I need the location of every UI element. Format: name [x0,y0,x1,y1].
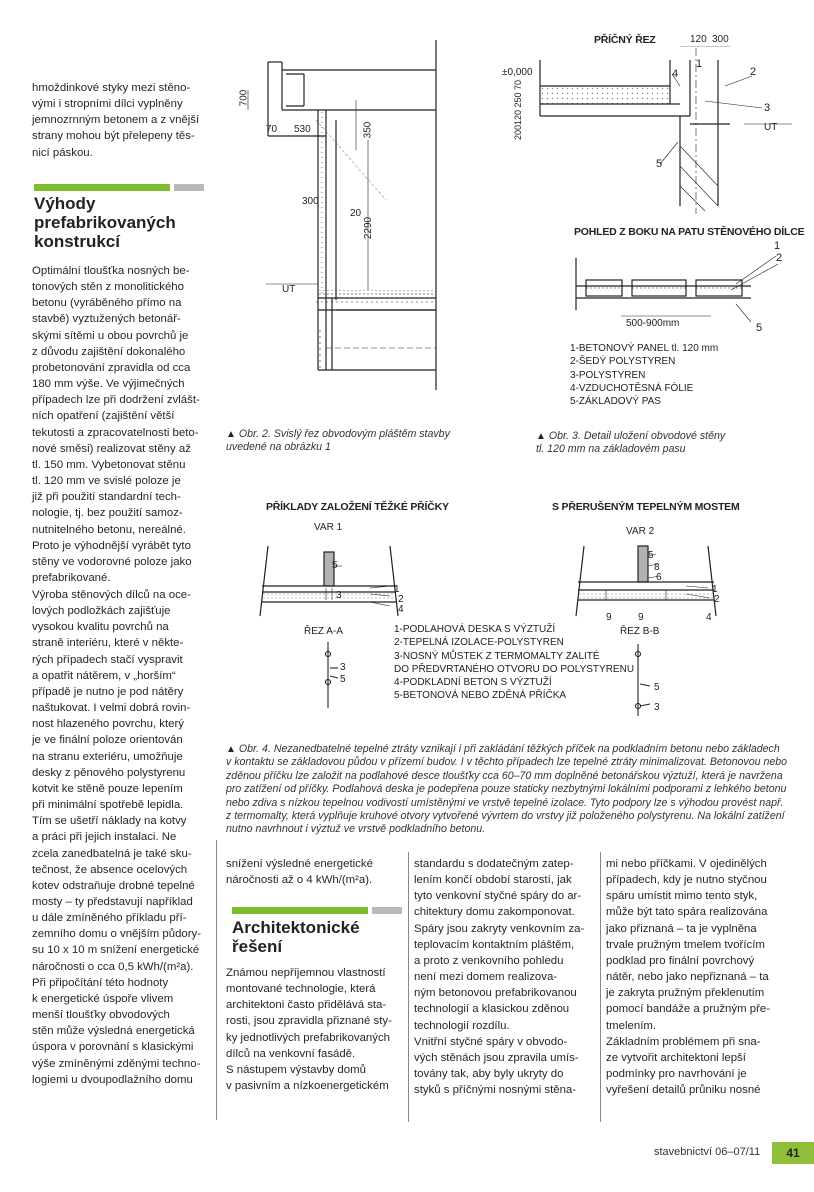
fig4-var1: VAR 1 [314,522,343,533]
fig3-side-callout-2: 2 [776,252,783,264]
fig4-title-right: S PŘERUŠENÝM TEPELNÝM MOSTEM [552,501,740,513]
column-4-text: mi nebo příčkami. V ojedinělých případech, kdy je nutno styčnou spáru umístit mimo tento styk, může být tato spára realizována jako přiznaná – ta je vyplněna trvale pružným tmelem tvořícím podklad pro finální povrchový nátěr, nebo jako nepřiznaná – ta je zakryta pružným překlenutím pomocí bandáže a pružným pře- tmelením. Základním problémem při sna- ze vytvořit architektoni lepší podmínky pro navrhování je vyřešení detailů průniku nosné [606,858,770,1097]
fig4-title-left: PŘÍKLADY ZALOŽENÍ TĚŽKÉ PŘÍČKY [266,501,449,513]
fig4-v2-callout-9b: 9 [638,612,644,623]
figure-3-side-view-drawing [566,240,796,330]
fig3-dim-span: 500-900mm [626,318,680,329]
fig2-dim-2290: 2290 [363,216,375,240]
fig4-v2-callout-8: 8 [654,562,660,573]
footer-magazine-name: stavebnictví 06–07/11 [654,1146,761,1158]
column-rule-2 [408,852,409,1122]
fig3-dim-300: 300 [712,34,729,45]
fig2-dim-300: 300 [302,196,319,207]
fig4-var2: VAR 2 [626,526,655,537]
fig3-callout-4: 4 [672,68,679,80]
fig3-dim-stack: 200120 250 70 [513,79,524,141]
figure-4-legend: 1-PODLAHOVÁ DESKA S VÝZTUŽÍ 2-TEPELNÁ IZOLACE-POLYSTYREN 3-NOSNÝ MŮSTEK Z TERMOMALTY ZALITÉ DO PŘEDVRTANÉHO OTVORU DO POLYSTYRENU 4-PODKLADNÍ BETON S VÝZTUŽÍ 5-BETONOVÁ NEBO ZDĚNÁ PŘÍČKA [394,624,635,702]
fig4-v1-callout-3: 3 [336,590,342,601]
fig4-v2-callout-2: 2 [714,594,720,605]
column-rule-1 [216,840,217,1120]
fig3-level: ±0,000 [502,67,533,78]
fig3-callout-5: 5 [656,158,663,170]
fig4-aa-callout-3: 3 [340,662,346,673]
fig3-ut-label: UT [764,122,778,133]
fig3-dim-120: 120 [690,34,707,45]
fig2-ut-label: UT [282,284,296,295]
fig3-side-callout-1: 1 [774,240,781,252]
fig2-dim-700: 700 [238,89,250,107]
figure-2-vertical-section-drawing [226,40,482,425]
figure-4-section-aa-drawing [316,640,356,710]
fig4-v2-callout-1: 1 [712,584,718,595]
fig3-title-cross-section: PŘÍČNÝ ŘEZ [594,34,656,46]
architecture-paragraph-1: Známou nepříjemnou vlastností montované technologie, která architektoni často přidělává sta- rosti, jsou zpravidla přiznané sty- ky jednotlivých prefabrikovaných dílců na venkovní fasádě. S nástupem výstavby domů v pasivním a nízkoenergetickém [226,967,392,1093]
fig3-callout-2: 2 [750,66,757,78]
fig3-callout-1: 1 [696,58,703,70]
intro-paragraph: hmoždinkové styky mezi stěno- vými i stropními dílci vyplněny jemnozrnným betonem a z vnější strany mohou být přelepeny těs- nicí páskou. [32,82,200,159]
fig4-v1-callout-5: 5 [332,560,338,571]
section-divider-bar [34,184,204,191]
advantages-paragraph-2: Výroba stěnových dílců na oce- lových podložkách zajišťuje vysokou kvalitu povrchů na straně interiéru, které v někte- rých případech stačí vyspravit a opatřit nátěrem, v „horším“ případě je nutno je pod nátěry naštukovat. I velmi dobrá rovin- nost hlazeného povrchu, který je ve finální poloze orientován na stranu exteriéru, umožňuje desky z pěnového polystyrenu kotvit ke stěně pouze lepením při minimální spotřebě lepidla. Tím se ušetří náklady na kotvy a práci při jejich instalaci. Ne zcela zanedbatelná je také sku- tečnost, že absence ocelových kotev odstraňuje drobné tepelné mosty – ty představují například u dále zmíněného příkladu pří- zemního domu o vnějším půdory- su 10 x 10 m snížení energetické náročnosti o cca 0,5 kWh/(m²a). Při připočítání této hodnoty k energetické úspoře vlivem menší tloušťky obvodových stěn může výsledná energetická úspora v porovnání s klasickými výše zmíněnými zděnými techno- logiemi u dvoupodlažního domu [32,589,202,1086]
fig3-title-side-view: POHLED Z BOKU NA PATU STĚNOVÉHO DÍLCE [574,226,805,238]
fig4-v1-callout-4: 4 [398,604,404,615]
column-rule-3 [600,852,601,1122]
fig4-v2-callout-5: 5 [648,550,654,561]
figure-3-cross-section-drawing [530,46,800,216]
fig3-callout-3: 3 [764,102,771,114]
section-divider-bar-2 [232,907,402,914]
fig4-v2-callout-9a: 9 [606,612,612,623]
fig2-dim-70: 70 [266,124,278,135]
fig2-dim-20: 20 [350,208,362,219]
fig4-v2-callout-6: 6 [656,572,662,583]
column-2-continuation: snížení výsledné energetické náročnosti až o 4 kWh/(m²a). [226,858,373,887]
fig4-v2-callout-4: 4 [706,612,712,623]
caption-triangle-icon: ▲ [226,429,236,440]
figure-2-caption: ▲ Obr. 2. Svislý řez obvodovým pláštěm stavby uvedené na obrázku 1 [226,428,450,454]
fig4-section-aa: ŘEZ A-A [304,626,343,637]
figure-4-section-bb-drawing [626,640,666,720]
fig4-section-bb: ŘEZ B-B [620,626,660,637]
figure-3-caption: ▲ Obr. 3. Detail uložení obvodové stěny tl. 120 mm na základovém pasu [536,430,726,456]
fig4-v1-callout-2: 2 [398,594,404,605]
caption-triangle-icon-2: ▲ [536,431,546,442]
section-heading-advantages: Výhody prefabrikovaných konstrukcí [34,194,176,251]
fig2-dim-530: 530 [294,124,311,135]
column-3-text: standardu s dodatečným zatep- lením končí období starostí, jak tyto venkovní styčné spáry do ar- chitektury domu zakomponovat. Spáry jsou zakryty venkovním za- teplovacím kontaktním pláštěm, a proto z venkovního pohledu není mezi domem realizova- ným betonovou prefabrikovanou technologií a klasickou zděnou technologií rozdílu. Vnitřní styčné spáry v obvodo- vých stěnách jsou zpravila umís- továny tak, aby byly ukryty do styků s příčnými nosnými stěna- [414,858,585,1097]
figure-4-var1-drawing [250,536,410,626]
advantages-paragraph-1: Optimální tloušťka nosných be- tonových stěn z monolitického betonu (vyráběného přímo na stavbě) vyztužených betonář- skými sítěmi u obou povrchů je z důvodu zajištění dokonalého probetonování zpravidla od cca 180 mm výše. Ve výjimečných případech lze při dodržení zvlášt- ních opatření (zajištění větší tekutosti a zpracovatelnosti beto- nové směsi) realizovat stěny až tl. 150 mm. Vybetonovat stěnu tl. 120 mm ve svislé poloze je již při použití standardní tech- nologie, tj. bez použití samoz- nutnitelného betonu, nereálné. Proto je výhodnější vyrábět tyto stěny ve vodorovné poloze jako prefabrikované. [32,265,200,584]
fig4-aa-callout-5: 5 [340,674,346,685]
caption-triangle-icon-3: ▲ [226,744,236,755]
fig4-bb-callout-5: 5 [654,682,660,693]
figure-4-caption: ▲ Obr. 4. Nezanedbatelné tepelné ztráty vznikají i při zakládání těžkých příček na podkladním betonu nebo základech v kontaktu se základovou půdou v přízemí budov. I v těchto případech lze tepelné ztráty minimalizovat. Betonovou nebo zděnou příčku lze založit na podlahové desce tloušťky cca 60–70 mm doplněné betonářskou výztuží, která je navržena pro zatížení od příčky. Podlahová deska je podepřena pouze staticky nezbytnými lokálními podporami z lehkého betonu nebo zdiva s nízkou tepelnou vodivostí umístěnými ve vrstvě tepelné izolace. Tyto podpory lze s výhodou provést např. z termomalty, která vyplňuje kruhové otvory vytvořené vývrtem do vrstvy již položeného polystyrenu. Na lokální zatížení nutno navrhnout i výztuž ve vrstvě podkladního betonu. [226,743,788,836]
fig3-side-callout-5: 5 [756,322,763,334]
fig4-v1-callout-1: 1 [394,584,400,595]
figure-3-legend: 1-BETONOVÝ PANEL tl. 120 mm 2-ŠEDÝ POLYSTYREN 3-POLYSTYREN 4-VZDUCHOTĚSNÁ FÓLIE 5-ZÁKLADOVÝ PAS [570,343,719,408]
page-number: 41 [772,1142,814,1164]
section-heading-architecture: Architektonické řešení [232,918,360,956]
fig4-bb-callout-3: 3 [654,702,660,713]
fig2-dim-350: 350 [362,121,374,139]
